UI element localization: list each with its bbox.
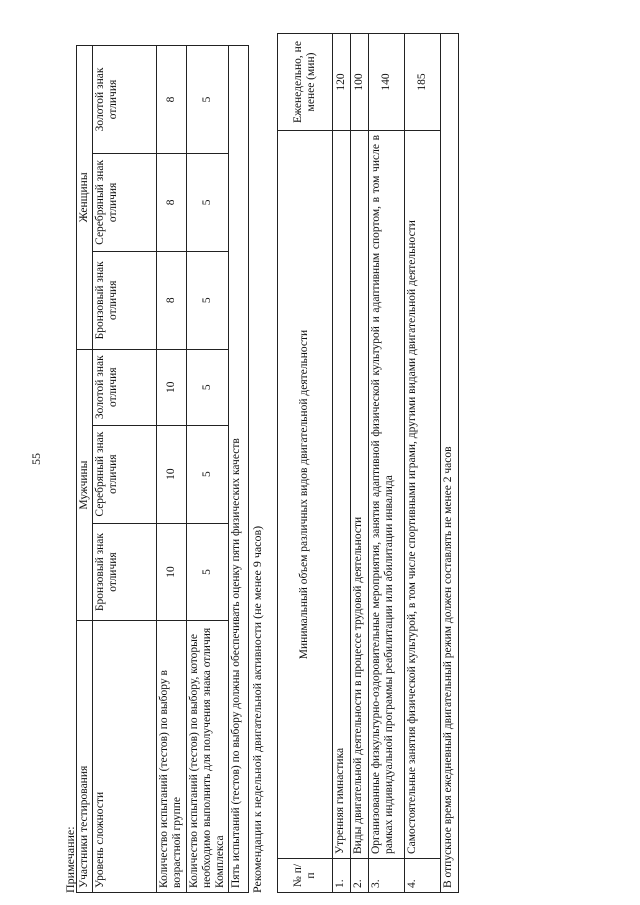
note-label: Примечание: — [63, 826, 77, 893]
recommendations-title: Рекомендации к недельной двигательной активности (не менее 9 часов) — [250, 525, 264, 893]
cell-value: 10 — [157, 349, 186, 425]
women-silver-header: Серебряный знак отличия — [93, 153, 157, 251]
row-activity: Утренняя гимнастика — [333, 130, 351, 858]
page-number: 55 — [29, 453, 43, 465]
cell-value: 5 — [186, 523, 229, 621]
women-gold-header: Золотой знак отличия — [93, 46, 157, 154]
row-activity: Самостоятельные занятия физической культурой, в том числе спортивными играми, другими видами двигательной деятельности — [405, 130, 441, 858]
activity-column-header: Минимальный объем различных видов двигательной деятельности — [278, 130, 333, 858]
cell-value: 5 — [186, 349, 229, 425]
badge-requirements-table — [76, 45, 249, 893]
men-gold-header: Золотой знак отличия — [93, 349, 157, 425]
cell-value: 5 — [186, 251, 229, 349]
row-minutes: 100 — [351, 34, 369, 131]
row-label: Количество испытаний (тестов) по выбору, которые необходимо выполнить для получения знака отличия Комплекса — [186, 621, 229, 893]
table-row — [405, 34, 441, 893]
cell-value: 8 — [157, 251, 186, 349]
cell-value: 10 — [157, 523, 186, 621]
difficulty-header: Уровень сложности — [93, 621, 157, 893]
number-column-header: № п/п — [278, 859, 333, 893]
row-number: 3. — [369, 859, 405, 893]
table-row — [369, 34, 405, 893]
participants-header: Участники тестирования — [77, 621, 93, 893]
row-label: Количество испытаний (тестов) по выбору в возрастной группе — [157, 621, 186, 893]
row-minutes: 120 — [333, 34, 351, 131]
cell-value: 8 — [157, 46, 186, 154]
cell-value: 10 — [157, 425, 186, 523]
cell-value: 8 — [157, 153, 186, 251]
men-silver-header: Серебряный знак отличия — [93, 425, 157, 523]
men-header: Мужчины — [77, 349, 93, 621]
table-row — [333, 34, 351, 893]
cell-value: 5 — [186, 425, 229, 523]
row-number: 1. — [333, 859, 351, 893]
women-header: Женщины — [77, 46, 93, 350]
row-minutes: 140 — [369, 34, 405, 131]
row-number: 2. — [351, 859, 369, 893]
weekly-activity-table — [277, 33, 459, 893]
table-row — [157, 46, 186, 893]
row-activity: Организованные физкультурно-оздоровительные мероприятия, занятия адаптивной физической культурой и адаптивным спортом, в том числе в рамках индивидуальной программы реабилитации или абилитации инвалида — [369, 130, 405, 858]
weekly-column-header: Еженедельно, не менее (мин) — [278, 34, 333, 131]
row-minutes: 185 — [405, 34, 441, 131]
cell-value: 5 — [186, 153, 229, 251]
men-bronze-header: Бронзовый знак отличия — [93, 523, 157, 621]
row-activity: Виды двигательной деятельности в процессе трудовой деятельности — [351, 130, 369, 858]
table-row — [186, 46, 229, 893]
women-bronze-header: Бронзовый знак отличия — [93, 251, 157, 349]
table-footnote: Пять испытаний (тестов) по выбору должны обеспечивать оценку пяти физических качеств — [229, 46, 249, 893]
table-row — [351, 34, 369, 893]
table-footer-note: В отпускное время ежедневный двигательный режим должен составлять не менее 2 часов — [441, 34, 459, 893]
row-number: 4. — [405, 859, 441, 893]
cell-value: 5 — [186, 46, 229, 154]
